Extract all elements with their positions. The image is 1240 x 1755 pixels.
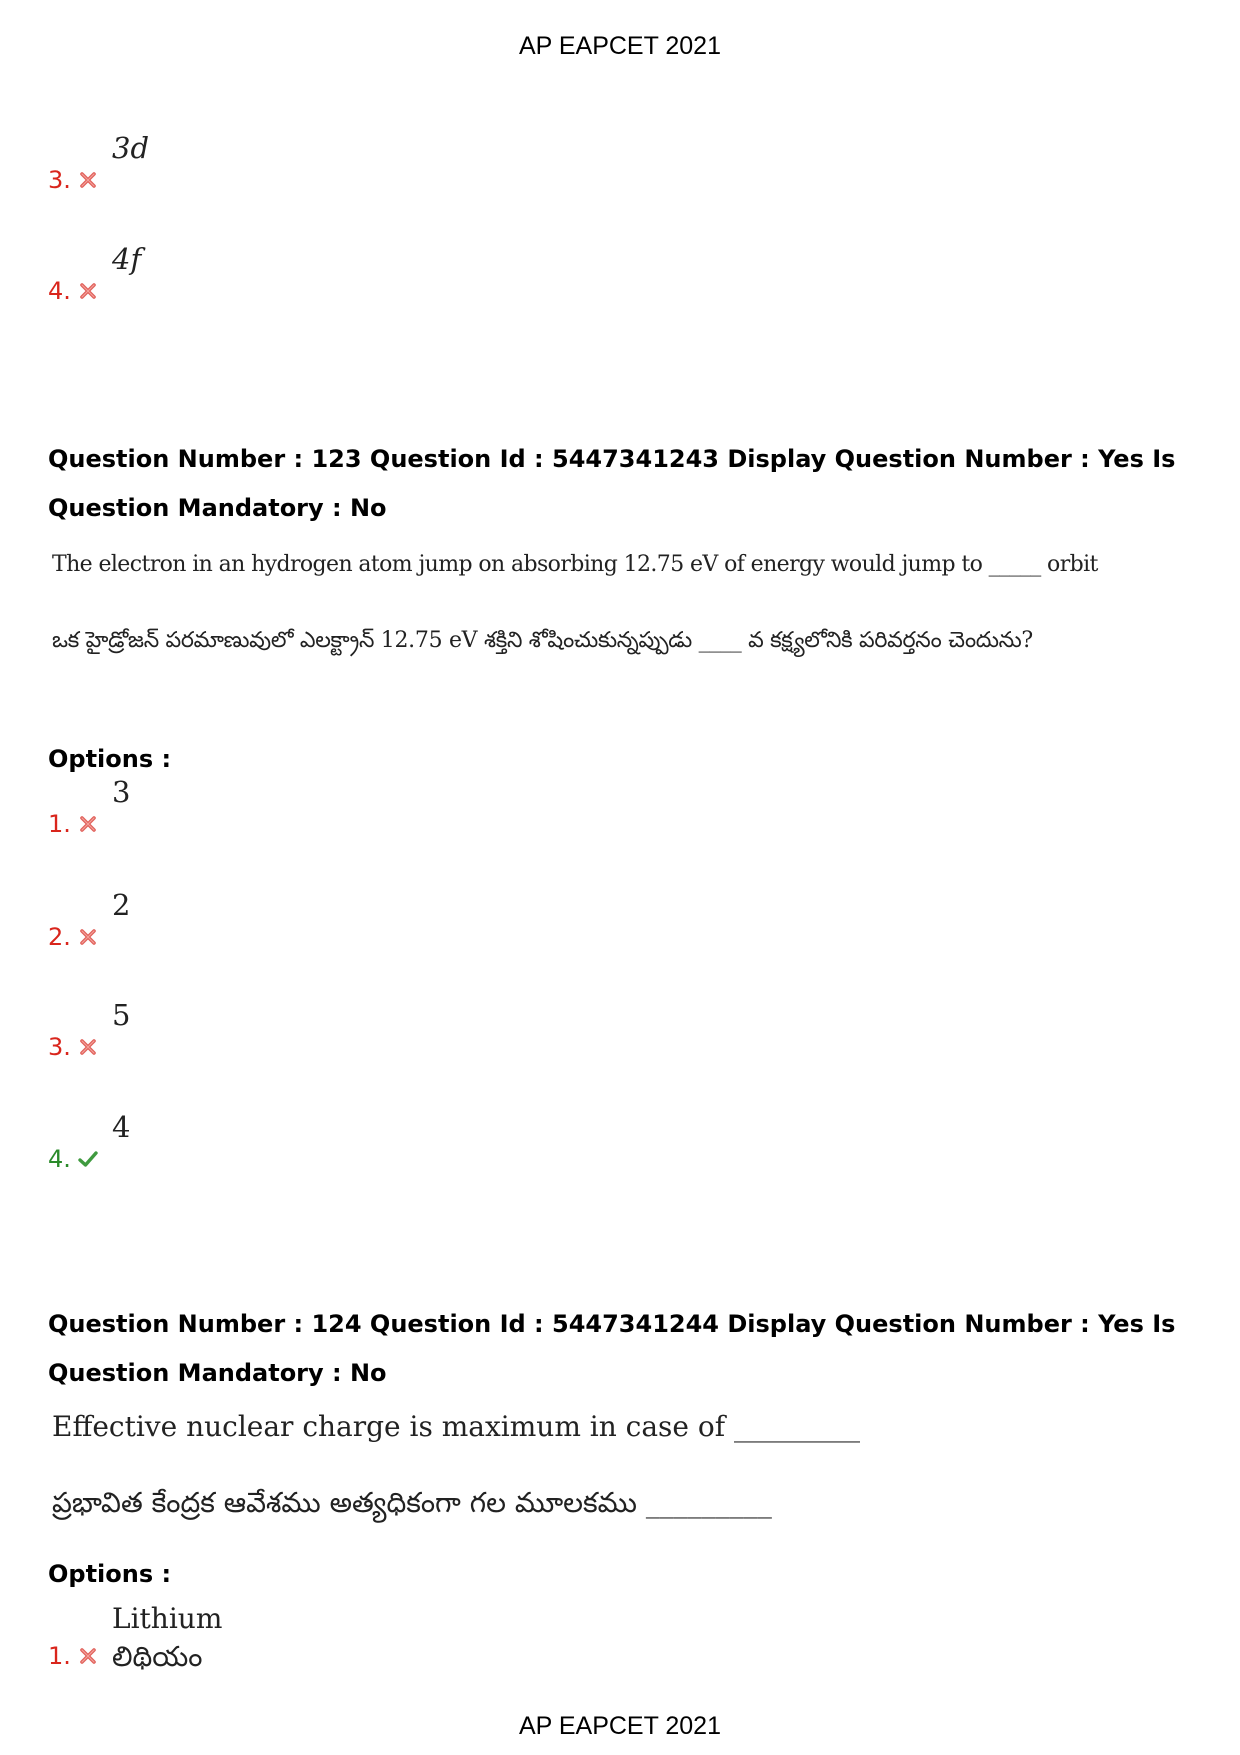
option-value-english: Lithium <box>112 1602 223 1635</box>
option-value: 5 <box>112 998 131 1032</box>
option-3 <box>48 999 648 1059</box>
question-124-text-english: Effective nuclear charge is maximum in case of _________ <box>52 1410 860 1443</box>
option-number: 2. <box>48 923 71 951</box>
question-123-text-english: The electron in an hydrogen atom jump on absorbing 12.75 eV of energy would jump to _____ orbit <box>52 552 1098 577</box>
option-number: 4. <box>48 277 71 305</box>
cross-icon <box>78 1646 98 1666</box>
option-value: 3 <box>112 775 131 809</box>
option-value: 2 <box>112 888 131 922</box>
option-number: 4. <box>48 1145 71 1173</box>
option-value: 4f <box>112 242 142 276</box>
question-123-text-telugu: ఒక హైడ్రోజన్ పరమాణువులో ఎలక్ట్రాన్ 12.75 eV శక్తిని శోషించుకున్నప్పుడు ____ వ కక్ష్యలోనికి పరివర్తనం చెందును? <box>52 628 1033 653</box>
option-value: 3d <box>112 131 150 165</box>
question-124-header: Question Number : 124 Question Id : 5447341244 Display Question Number : Yes Is Question Mandatory : No <box>48 1310 1176 1387</box>
option-2 <box>48 889 648 949</box>
options-label: Options : <box>48 1560 172 1588</box>
option-number: 1. <box>48 810 71 838</box>
option-number: 1. <box>48 1642 71 1670</box>
cross-icon <box>78 1037 98 1057</box>
option-value: 4 <box>112 1110 131 1144</box>
question-123-header: Question Number : 123 Question Id : 5447341243 Display Question Number : Yes Is Question Mandatory : No <box>48 445 1176 522</box>
option-number: 3. <box>48 1033 71 1061</box>
option-1 <box>48 776 648 836</box>
option-value <box>112 1600 222 1676</box>
option-3 <box>48 132 648 192</box>
option-value-telugu: లిథియం <box>112 1640 203 1673</box>
cross-icon <box>78 927 98 947</box>
cross-icon <box>78 281 98 301</box>
option-4 <box>48 1111 648 1171</box>
option-4 <box>48 243 648 303</box>
cross-icon <box>78 814 98 834</box>
page-footer: AP EAPCET 2021 <box>519 1712 721 1740</box>
question-124-text-telugu: ప్రభావిత కేంద్రక ఆవేశము అత్యధికంగా గల మూలకము _________ <box>52 1486 772 1519</box>
cross-icon <box>78 170 98 190</box>
option-number: 3. <box>48 166 71 194</box>
options-label: Options : <box>48 745 172 773</box>
page-header: AP EAPCET 2021 <box>519 32 721 60</box>
check-icon <box>78 1149 98 1169</box>
